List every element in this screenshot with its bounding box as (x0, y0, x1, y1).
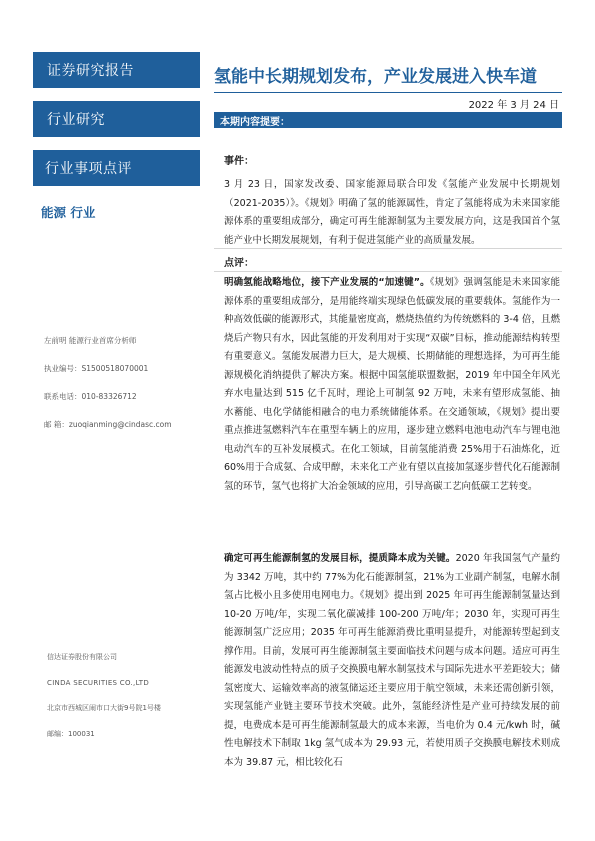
paragraph-renewable (224, 550, 560, 772)
company-address: 北京市西城区闹市口大街9号院1号楼 (47, 704, 161, 712)
divider (214, 248, 562, 249)
analyst-phone: 联系电话：010-83326712 (44, 392, 137, 401)
paragraph-strategy-lead: 明确氢能战略地位，接下产业发展的“加速键”。 (224, 277, 430, 288)
report-type-label: 证券研究报告 (47, 63, 134, 79)
paragraph-strategy (224, 274, 560, 496)
comment-heading: 点评： (224, 258, 254, 269)
title-divider (214, 92, 562, 93)
event-paragraph: 3 月 23 日，国家发改委、国家能源局联合印发《氢能产业发展中长期规划（2021-2035）》。《规划》明确了氢的能源属性，肯定了氢能将成为未来国家能源体系的重要组成部分，确定可再生能源制氢为主要发展方向，这是我国首个氢能产业中长期发展规划，有利于促进氢能产业的高质量发展。 (224, 179, 560, 246)
report-date: 2022 年 3 月 24 日 (468, 100, 559, 111)
company-name-en: CINDA SECURITIES CO.,LTD (47, 679, 150, 687)
subcategory-block (33, 150, 200, 186)
page-title: 氢能中长期规划发布，产业发展进入快车道 (214, 67, 537, 87)
paragraph-strategy-body: 《规划》强调氢能是未来国家能源体系的重要组成部分，是用能终端实现绿色低碳发展的重要载体。氢能作为一种高效低碳的能源形式，其能量密度高，燃烧热值约为传统燃料的 3-4 倍，且燃烧后产物只有水，因此氢能的开发利用对于实现“双碳”目标，推动能源结构转型有重要意义。氢能发展潜力巨大，是大规模、长期储能的理想选择，为可再生能源规模化消纳提供了解决方案。根据中国氢能联盟数据，2019 年中国全年风光弃水电量达到 515 亿千瓦时，理论上可制氢 92 万吨，未来有望形成氢能、抽水蓄能、电化学储能相融合的电力系统储能体系。在交通领域，《规划》提出要重点推进氢燃料汽车在重型车辆上的应用，逐步建立燃料电池电动汽车与锂电池电动汽车的互补发展模式。在化工领域，目前氢能消费 25%用于石油炼化，近 60%用于合成氨、合成甲醇，未来化工产业有望以直接加氢逐步替代化石能源制氢的环节，氢气也将扩大冶金领域的应用，引导高碳工艺向低碳工艺转变。 (224, 277, 560, 492)
analyst-name: 左前明 能源行业首席分析师 (44, 336, 137, 345)
sector-label: 能源 行业 (41, 205, 96, 220)
company-name-cn: 信达证券股份有限公司 (47, 653, 117, 661)
event-heading: 事件： (224, 156, 254, 167)
sidebar (0, 0, 200, 841)
analyst-email: 邮 箱：zuoqianming@cindasc.com (44, 420, 172, 429)
summary-bar (214, 112, 562, 128)
paragraph-renewable-body: 2020 年我国氢气产量约为 3342 万吨，其中约 77%为化石能源制氢，21%为工业副产制氢，电解水制氢占比极小且多使用电网电力。《规划》提出到 2025 年可再生能源制氢量达到 10-20 万吨/年，实现二氧化碳减排 100-200 万吨/年；2030 年，实现可再生能源制氢广泛应用；2035 年可再生能源消费比重明显提升，对能源转型起到支撑作用。目前，发展可再生能源制氢主要面临技术问题与成本问题。适应可再生能源发电波动性特点的质子交换膜电解水制氢技术与国际先进水平差距较大；储氢密度大、运输效率高的液氢储运还主要应用于航空领域，未来还需创新引领，实现氢能产业链主要环节技术突破。此外，氢能经济性是产业可持续发展的前提，电费成本是可再生能源制氢最大的成本来源，当电价为 0.4 元/kwh 时，碱性电解技术下制取 1kg 氢气成本为 29.93 元，若使用质子交换膜电解技术则成本为 39.87 元，相比较化石 (224, 553, 560, 768)
summary-label: 本期内容提要： (220, 117, 290, 128)
analyst-cert: 执业编号：S1500518070001 (44, 364, 149, 373)
company-zip: 邮编：100031 (47, 730, 95, 738)
divider (214, 271, 562, 272)
report-type-block (33, 52, 200, 88)
category-block (33, 101, 200, 137)
subcategory-label: 行业事项点评 (45, 161, 132, 177)
paragraph-renewable-lead: 确定可再生能源制氢的发展目标，提质降本成为关键。 (224, 553, 456, 564)
category-label: 行业研究 (47, 112, 105, 128)
